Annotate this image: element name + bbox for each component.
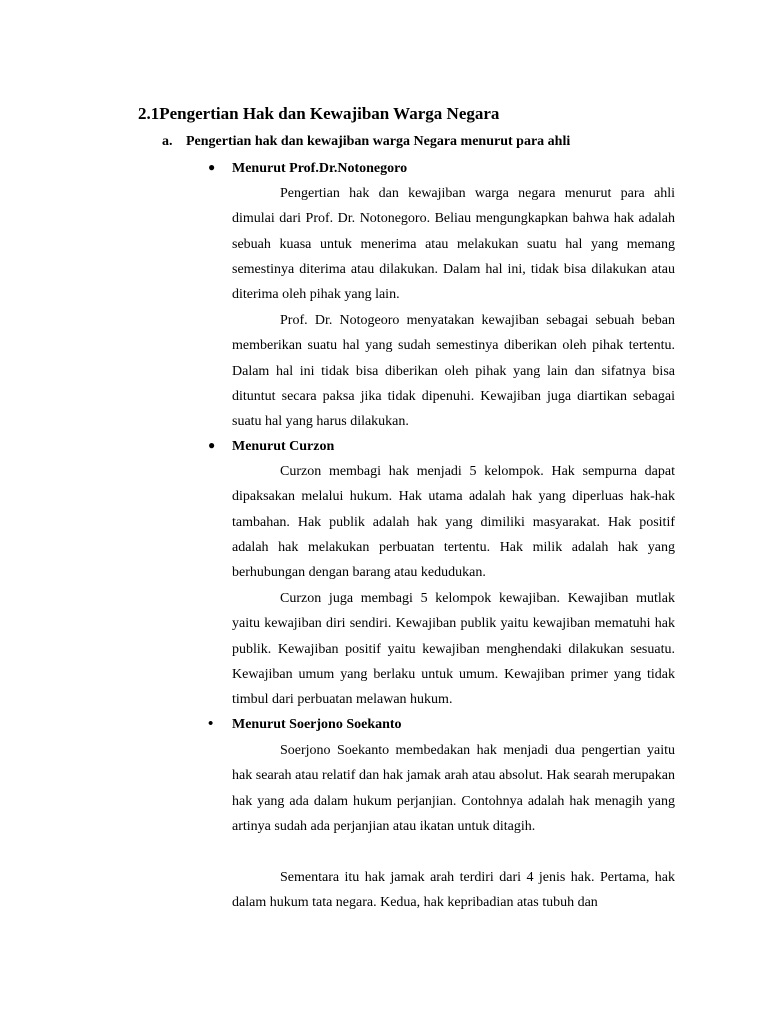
paragraph-soekanto-jamak: Sementara itu hak jamak arah terdiri dari 4 jenis hak. Pertama, hak dalam hukum tata negara. Kedua, hak kepribadian atas tubuh dan — [232, 870, 675, 911]
bullet-dot-icon: ● — [208, 160, 216, 174]
bullet-heading-curzon — [208, 438, 334, 455]
paragraph-curzon-hak: Curzon membagi hak menjadi 5 kelompok. Hak sempurna dapat dipaksakan melalui hukum. Hak utama adalah hak yang diperluas hak-hak tambahan. Hak publik adalah hak yang dimiliki masyarakat. Hak positif adalah hak melakukan perbuatan tertentu. Hak milik adalah hak yang berhubungan dengan barang atau kedudukan. — [232, 464, 675, 581]
subsection-heading — [162, 134, 570, 150]
bullet-dot-icon: • — [208, 716, 214, 732]
section-title: 2.1Pengertian Hak dan Kewajiban Warga Negara — [138, 104, 500, 123]
bullet-dot-icon: ● — [208, 438, 216, 452]
subsection-title: Pengertian hak dan kewajiban warga Negara menurut para ahli — [186, 134, 571, 149]
bullet-heading-soekanto — [208, 716, 402, 733]
paragraph-notonegoro-kewajiban: Prof. Dr. Notogeoro menyatakan kewajiban sebagai sebuah beban memberikan suatu hal yang sudah semestinya diberikan oleh pihak tertentu. Dalam hal ini tidak bisa diberikan oleh pihak yang lain dan sifatnya bisa dituntut secara paksa jika tidak dipenuhi. Kewajiban juga diartikan sebagai suatu hal yang harus dilakukan. — [232, 313, 675, 430]
paragraph-soekanto-hak: Soerjono Soekanto membedakan hak menjadi dua pengertian yaitu hak searah atau relatif dan hak jamak arah atau absolut. Hak searah merupakan hak yang ada dalam hukum perjanjian. Contohnya adalah hak menagih yang artinya sudah ada perjanjian atau ikatan untuk ditagih. — [232, 743, 675, 834]
bullet-heading-text: Menurut Prof.Dr.Notonegoro — [232, 161, 408, 176]
subsection-marker: a. — [162, 134, 173, 149]
bullet-heading-text: Menurut Curzon — [232, 439, 335, 454]
bullet-heading-text: Menurut Soerjono Soekanto — [232, 717, 402, 732]
paragraph-notonegoro-hak: Pengertian hak dan kewajiban warga negara menurut para ahli dimulai dari Prof. Dr. Notonegoro. Beliau mengungkapkan bahwa hak adalah sebuah kuasa untuk menerima atau melakukan suatu hal yang memang semestinya diterima atau dilakukan. Dalam hal ini, tidak bisa dilakukan atau diterima oleh pihak yang lain. — [232, 186, 675, 303]
bullet-heading-notonegoro — [208, 160, 407, 177]
paragraph-curzon-kewajiban: Curzon juga membagi 5 kelompok kewajiban. Kewajiban mutlak yaitu kewajiban diri sendiri. Kewajiban publik yaitu kewajiban mematuhi hak publik. Kewajiban positif yaitu kewajiban menghendaki dilakukan sesuatu. Kewajiban umum yang berlaku untuk umum. Kewajiban primer yang tidak timbul dari perbuatan melawan hukum. — [232, 591, 675, 708]
